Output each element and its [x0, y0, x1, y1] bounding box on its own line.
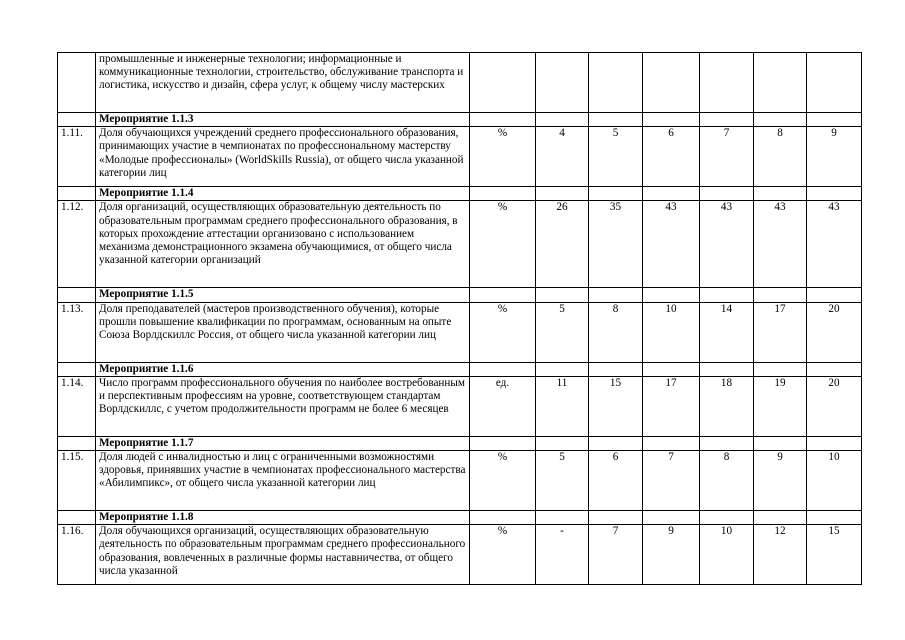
value-cell: 7	[643, 451, 700, 511]
value-cell: 10	[807, 451, 862, 511]
indicator-text-cell	[96, 525, 470, 585]
value-cell: 11	[536, 376, 589, 436]
table-cell	[754, 362, 807, 376]
table-cell	[589, 187, 643, 201]
value-cell: 9	[754, 451, 807, 511]
indicator-text: промышленные и инженерные технологии; информационные и коммуникационные технологии, строительство, обслуживание транспорта и логистика, искусство и дизайн, сфера услуг, к общему числу мастерских	[99, 53, 464, 92]
indicator-text-cell	[96, 53, 470, 113]
unit-cell: %	[470, 127, 536, 187]
table-cell	[807, 362, 862, 376]
indicator-row	[58, 201, 862, 288]
indicator-text-cell	[96, 451, 470, 511]
indicators-table	[57, 52, 862, 585]
value-cell: 10	[643, 302, 700, 362]
value-cell: 6	[589, 451, 643, 511]
event-row	[58, 187, 862, 201]
event-row	[58, 362, 862, 376]
indicator-row	[58, 525, 862, 585]
indicator-text: Доля людей с инвалидностью и лиц с ограниченными возможностями здоровья, принявших участие в чемпионатах профессионального мастерства «Абилимпикс», от общего числа указанной категории лиц	[99, 451, 466, 490]
indicator-text: Доля обучающихся учреждений среднего профессионального образования, принимающих участие в чемпионатах по профессиональному мастерству «Молодые профессионалы» (WorldSkills Russia), от общего числа указанной категории лиц	[99, 127, 464, 179]
table-cell	[58, 187, 96, 201]
event-row	[58, 288, 862, 302]
table-cell	[470, 362, 536, 376]
value-cell: 43	[807, 201, 862, 288]
value-cell: 9	[807, 127, 862, 187]
value-cell: 15	[807, 525, 862, 585]
table-cell	[58, 113, 96, 127]
value-cell	[643, 53, 700, 113]
table-cell	[536, 511, 589, 525]
table-cell	[643, 362, 700, 376]
table-cell	[589, 436, 643, 450]
table-cell	[536, 288, 589, 302]
table-cell	[700, 511, 754, 525]
value-cell: 20	[807, 376, 862, 436]
value-cell: 17	[643, 376, 700, 436]
table-cell	[807, 288, 862, 302]
table-cell	[589, 511, 643, 525]
event-label: Мероприятие 1.1.5	[96, 288, 470, 302]
unit-cell: %	[470, 302, 536, 362]
table-cell	[643, 436, 700, 450]
table-cell	[807, 436, 862, 450]
value-cell: 43	[643, 201, 700, 288]
value-cell: 12	[754, 525, 807, 585]
row-number: 1.12.	[58, 201, 96, 288]
table-cell	[643, 187, 700, 201]
value-cell	[754, 53, 807, 113]
table-cell	[754, 511, 807, 525]
value-cell: 4	[536, 127, 589, 187]
value-cell: 8	[700, 451, 754, 511]
table-cell	[536, 113, 589, 127]
table-cell	[700, 187, 754, 201]
value-cell: 9	[643, 525, 700, 585]
table-cell	[536, 436, 589, 450]
row-number	[58, 53, 96, 113]
row-number: 1.16.	[58, 525, 96, 585]
indicator-text: Доля обучающихся организаций, осуществляющих образовательную деятельность по образовательным программам среднего профессионального образования, вовлеченных в различные формы наставничества, от общего числа указанной	[99, 525, 466, 577]
value-cell: 10	[700, 525, 754, 585]
unit-cell	[470, 53, 536, 113]
table-cell	[643, 113, 700, 127]
value-cell: 8	[589, 302, 643, 362]
table-cell	[807, 511, 862, 525]
row-number: 1.11.	[58, 127, 96, 187]
indicator-row	[58, 451, 862, 511]
value-cell: 43	[754, 201, 807, 288]
table-cell	[470, 113, 536, 127]
value-cell: 14	[700, 302, 754, 362]
table-cell	[754, 187, 807, 201]
table-cell	[700, 288, 754, 302]
table-cell	[807, 187, 862, 201]
table-cell	[589, 362, 643, 376]
event-label: Мероприятие 1.1.3	[96, 113, 470, 127]
event-label: Мероприятие 1.1.7	[96, 436, 470, 450]
value-cell: 43	[700, 201, 754, 288]
event-row	[58, 436, 862, 450]
table-cell	[470, 436, 536, 450]
value-cell	[536, 53, 589, 113]
table-cell	[58, 362, 96, 376]
table-cell	[643, 511, 700, 525]
table-cell	[807, 113, 862, 127]
table-cell	[58, 288, 96, 302]
unit-cell: %	[470, 525, 536, 585]
table-cell	[470, 511, 536, 525]
value-cell: 19	[754, 376, 807, 436]
indicator-row	[58, 127, 862, 187]
table-cell	[589, 288, 643, 302]
table-cell	[470, 288, 536, 302]
value-cell: 35	[589, 201, 643, 288]
indicator-text-cell	[96, 201, 470, 288]
event-row	[58, 113, 862, 127]
value-cell: 7	[589, 525, 643, 585]
value-cell: 5	[536, 302, 589, 362]
table-cell	[754, 288, 807, 302]
value-cell	[807, 53, 862, 113]
indicator-text-cell	[96, 127, 470, 187]
value-cell: 26	[536, 201, 589, 288]
value-cell: 20	[807, 302, 862, 362]
unit-cell: %	[470, 201, 536, 288]
row-number: 1.13.	[58, 302, 96, 362]
value-cell: 18	[700, 376, 754, 436]
value-cell: -	[536, 525, 589, 585]
indicator-text: Число программ профессионального обучения по наиболее востребованным и перспективным профессиям на уровне, соответствующем стандартам Ворлдскиллс, с учетом продолжительности программ не более 6 месяцев	[99, 376, 465, 416]
unit-cell: %	[470, 451, 536, 511]
value-cell: 6	[643, 127, 700, 187]
table-cell	[700, 436, 754, 450]
event-row	[58, 511, 862, 525]
table-cell	[754, 113, 807, 127]
value-cell	[589, 53, 643, 113]
indicator-row	[58, 53, 862, 113]
event-label: Мероприятие 1.1.4	[96, 187, 470, 201]
indicator-text-cell	[96, 302, 470, 362]
table-cell	[58, 511, 96, 525]
unit-cell: ед.	[470, 376, 536, 436]
value-cell: 7	[700, 127, 754, 187]
table-cell	[470, 187, 536, 201]
value-cell	[700, 53, 754, 113]
value-cell: 5	[536, 451, 589, 511]
value-cell: 5	[589, 127, 643, 187]
table-cell	[536, 362, 589, 376]
indicator-text: Доля преподавателей (мастеров производственного обучения), которые прошли повышение квалификации по программам, основанным на опыте Союза Ворлдскиллс Россия, от общего числа указанной категории лиц	[99, 302, 452, 342]
indicator-text: Доля организаций, осуществляющих образовательную деятельность по образовательным программам среднего профессионального образования, в которых прохождение аттестации организовано с использованием механизма демонстрационного экзамена обучающимися, от общего числа указанной категории организаций	[99, 201, 458, 267]
event-label: Мероприятие 1.1.8	[96, 511, 470, 525]
table-cell	[58, 436, 96, 450]
indicator-row	[58, 302, 862, 362]
table-cell	[700, 362, 754, 376]
table-cell	[643, 288, 700, 302]
table-body	[58, 53, 862, 585]
table-cell	[700, 113, 754, 127]
value-cell: 17	[754, 302, 807, 362]
value-cell: 8	[754, 127, 807, 187]
table-cell	[754, 436, 807, 450]
row-number: 1.15.	[58, 451, 96, 511]
table-cell	[536, 187, 589, 201]
event-label: Мероприятие 1.1.6	[96, 362, 470, 376]
table-cell	[589, 113, 643, 127]
indicator-row	[58, 376, 862, 436]
value-cell: 15	[589, 376, 643, 436]
row-number: 1.14.	[58, 376, 96, 436]
indicator-text-cell	[96, 376, 470, 436]
